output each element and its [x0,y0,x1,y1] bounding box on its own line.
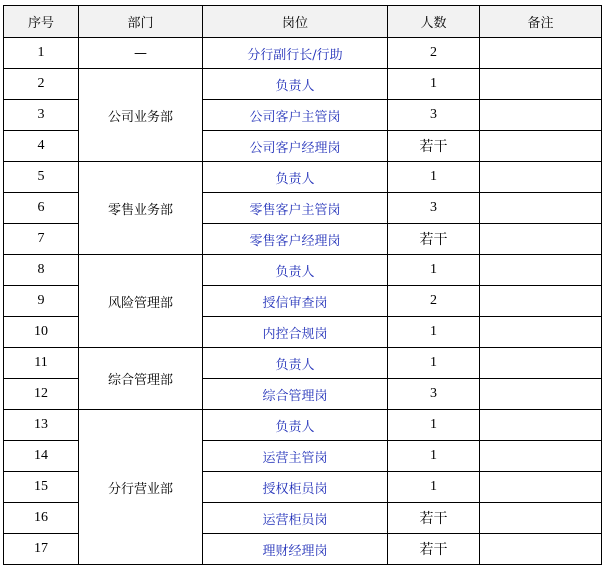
header-row [4,6,602,38]
note-cell [480,379,602,410]
note-cell [480,38,602,69]
position-cell: 公司客户主管岗 [203,100,388,131]
position-cell: 负责人 [203,348,388,379]
staffing-table [3,5,602,565]
count-cell: 1 [388,317,480,348]
row-number: 16 [4,503,79,534]
department-cell: 公司业务部 [79,69,203,162]
count-cell: 1 [388,472,480,503]
note-cell [480,193,602,224]
table-row [4,38,602,69]
note-cell [480,162,602,193]
row-number: 1 [4,38,79,69]
count-cell: 2 [388,38,480,69]
row-number: 7 [4,224,79,255]
table-row [4,162,602,193]
note-cell [480,317,602,348]
note-cell [480,410,602,441]
position-cell: 负责人 [203,255,388,286]
department-cell: 综合管理部 [79,348,203,410]
count-cell: 1 [388,162,480,193]
count-cell: 若干 [388,534,480,565]
note-cell [480,131,602,162]
count-cell: 3 [388,100,480,131]
department-cell: 风险管理部 [79,255,203,348]
position-cell: 授权柜员岗 [203,472,388,503]
position-cell: 负责人 [203,69,388,100]
row-number: 14 [4,441,79,472]
count-cell: 1 [388,255,480,286]
row-number: 9 [4,286,79,317]
position-cell: 负责人 [203,410,388,441]
row-number: 10 [4,317,79,348]
note-cell [480,69,602,100]
count-cell: 若干 [388,224,480,255]
note-cell [480,100,602,131]
position-cell: 综合管理岗 [203,379,388,410]
header-dept: 部门 [79,6,203,38]
position-cell: 理财经理岗 [203,534,388,565]
note-cell [480,255,602,286]
row-number: 13 [4,410,79,441]
department-cell: 零售业务部 [79,162,203,255]
table-row [4,255,602,286]
department-cell: 分行营业部 [79,410,203,565]
position-cell: 公司客户经理岗 [203,131,388,162]
position-cell: 运营主管岗 [203,441,388,472]
note-cell [480,441,602,472]
note-cell [480,348,602,379]
row-number: 12 [4,379,79,410]
row-number: 15 [4,472,79,503]
count-cell: 3 [388,193,480,224]
note-cell [480,286,602,317]
header-position: 岗位 [203,6,388,38]
count-cell: 1 [388,69,480,100]
row-number: 4 [4,131,79,162]
row-number: 11 [4,348,79,379]
position-cell: 分行副行长/行助 [203,38,388,69]
count-cell: 2 [388,286,480,317]
count-cell: 若干 [388,131,480,162]
position-cell: 内控合规岗 [203,317,388,348]
table-row [4,69,602,100]
row-number: 6 [4,193,79,224]
header-no: 序号 [4,6,79,38]
table-row [4,348,602,379]
row-number: 17 [4,534,79,565]
count-cell: 1 [388,441,480,472]
position-cell: 授信审查岗 [203,286,388,317]
row-number: 8 [4,255,79,286]
department-cell: — [79,38,203,69]
row-number: 2 [4,69,79,100]
position-cell: 负责人 [203,162,388,193]
position-cell: 零售客户主管岗 [203,193,388,224]
note-cell [480,472,602,503]
header-count: 人数 [388,6,480,38]
count-cell: 1 [388,348,480,379]
note-cell [480,534,602,565]
note-cell [480,503,602,534]
position-cell: 零售客户经理岗 [203,224,388,255]
row-number: 3 [4,100,79,131]
table-row [4,410,602,441]
header-note: 备注 [480,6,602,38]
row-number: 5 [4,162,79,193]
count-cell: 若干 [388,503,480,534]
count-cell: 1 [388,410,480,441]
note-cell [480,224,602,255]
count-cell: 3 [388,379,480,410]
position-cell: 运营柜员岗 [203,503,388,534]
